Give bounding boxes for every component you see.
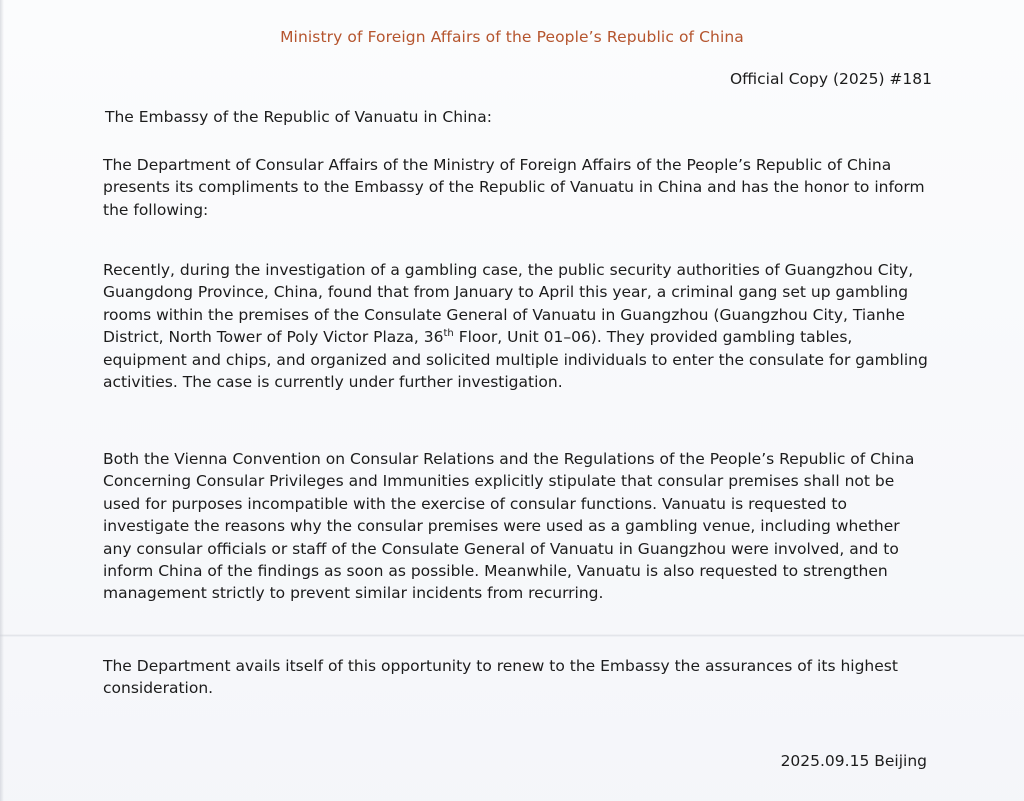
paragraph-introduction: The Department of Consular Affairs of the Ministry of Foreign Affairs of the People’s Republic of China presents its compliments to the Embassy of the Republic of Vanuatu in China and has the honor to inform the following: (103, 156, 925, 219)
paragraph-request: Both the Vienna Convention on Consular Relations and the Regulations of the People’s Republic of China Concerning Consular Privileges and Immunities explicitly stipulate that consular premises shall not be used for purposes incompatible with the exercise of consular functions. Vanuatu is requested to investigate the reasons why the consular premises were used as a gambling venue, including whether any consular officials or staff of the Consulate General of Vanuatu in Guangzhou were involved, and to inform China of the findings as soon as possible. Meanwhile, Vanuatu is also requested to strengthen management strictly to prevent similar incidents from recurring. (103, 450, 915, 603)
paragraph-case-details (103, 259, 933, 393)
paper-edge (0, 0, 4, 801)
ministry-header: Ministry of Foreign Affairs of the People’s Republic of China (280, 28, 744, 46)
reference-number: Official Copy (2025) #181 (729, 70, 932, 88)
date-and-place: 2025.09.15 Beijing (780, 752, 927, 770)
addressee-line: The Embassy of the Republic of Vanuatu in China: (105, 108, 492, 126)
paragraph-closing: The Department avails itself of this opportunity to renew to the Embassy the assurances of its highest consideration. (103, 657, 898, 698)
ordinal-suffix: th (443, 328, 454, 340)
paper-fold-line (0, 634, 1024, 637)
case-details-text-part-2: Floor, Unit 01–06). They provided gambling tables, equipment and chips, and organized and solicited multiple individuals to enter the consulate for gambling activities. The case is currently under further investigation. (103, 328, 928, 392)
case-details-text-part-1: Recently, during the investigation of a gambling case, the public security authorities of Guangzhou City, Guangdong Province, China, found that from January to April this year, a criminal gang set up gambling rooms within the premises of the Consulate General of Vanuatu in Guangzhou (Guangzhou City, Tianhe District, North Tower of Poly Victor Plaza, 36 (103, 261, 914, 347)
